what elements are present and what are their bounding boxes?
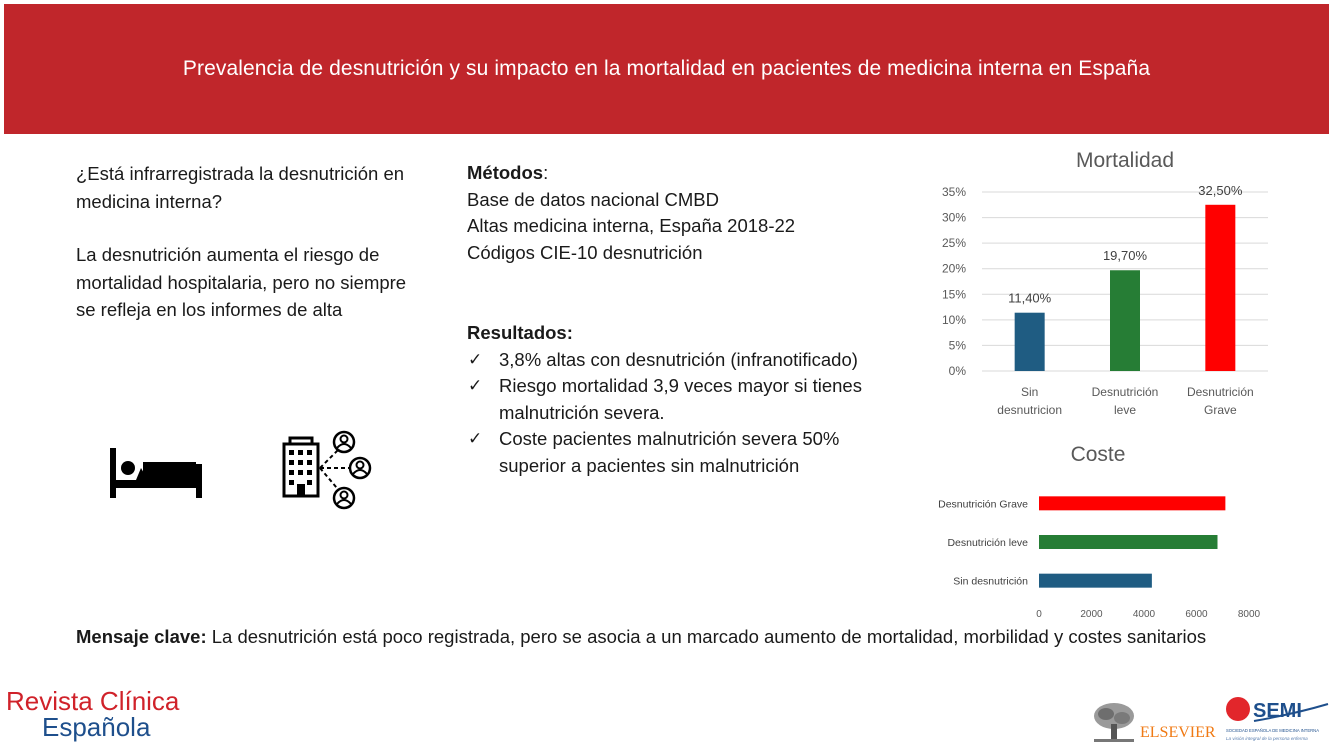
result-item: ✓ Coste pacientes malnutrición severa 50% superior a pacientes sin malnutrición: [468, 428, 840, 476]
publisher-logo: ELSEVIER: [1090, 700, 1216, 744]
y-tick-label: 5%: [948, 338, 966, 353]
tree-icon: [1090, 700, 1138, 744]
bar: [1039, 496, 1225, 510]
x-tick-label: 6000: [1185, 609, 1208, 620]
x-tick-label: 4000: [1132, 609, 1156, 620]
bar: [1039, 535, 1218, 549]
cost-chart: [920, 436, 1280, 626]
svg-text:La visión integral de la perso: La visión integral de la persona enferma: [1226, 736, 1308, 741]
research-question: ¿Está infrarregistrada la desnutrición en medicina interna?: [76, 163, 405, 212]
y-tick-label: Desnutrición leve: [947, 537, 1028, 549]
bar: [1015, 313, 1045, 371]
data-label: 32,50%: [1198, 182, 1243, 198]
x-tick-label: leve: [1113, 403, 1137, 417]
page-title: Prevalencia de desnutrición y su impacto en la mortalidad en pacientes de medicina interna en España: [182, 57, 1151, 80]
hospital-bed-icon: [108, 446, 204, 500]
methods-line: Altas medicina interna, España 2018-22: [467, 215, 796, 236]
x-tick-label: 8000: [1237, 609, 1261, 620]
hospital-building-icon: [280, 430, 376, 512]
y-tick-label: 30%: [941, 210, 966, 225]
results-heading: Resultados:: [467, 322, 573, 343]
y-tick-label: 10%: [941, 312, 966, 327]
chart-title: Mortalidad: [1075, 149, 1175, 172]
check-icon: ✓: [468, 429, 483, 448]
x-tick-label: Grave: [1203, 403, 1237, 417]
x-tick-label: desnutricion: [997, 403, 1063, 417]
x-tick-label: Desnutrición: [1186, 385, 1254, 399]
y-tick-label: 25%: [941, 236, 966, 251]
x-tick-label: 2000: [1080, 609, 1103, 620]
methods-line: Base de datos nacional CMBD: [467, 188, 719, 210]
y-tick-label: 20%: [941, 261, 966, 276]
bar: [1205, 205, 1235, 371]
x-tick-label: Sin: [1020, 385, 1039, 399]
results-list: [467, 347, 887, 480]
svg-text:SOCIEDAD ESPAÑOLA DE MEDICINA: SOCIEDAD ESPAÑOLA DE MEDICINA INTERNA: [1226, 728, 1319, 733]
result-item: ✓ 3,8% altas con desnutrición (infranotificado): [467, 347, 887, 374]
background-statement: La desnutrición aumenta el riesgo de mortalidad hospitalaria, pero no siempre se refleja en los informes de alta: [76, 244, 407, 320]
methods-heading: Métodos:: [467, 162, 549, 183]
y-tick-label: 15%: [941, 287, 966, 302]
check-icon: ✓: [468, 376, 483, 395]
result-item: ✓ Riesgo mortalidad 3,9 veces mayor si tienes malnutrición severa.: [468, 375, 862, 423]
y-tick-label: 0%: [948, 364, 966, 378]
data-label: 11,40%: [1008, 290, 1052, 306]
title-banner: [4, 4, 1329, 134]
methods-results-column: [467, 160, 887, 479]
bar: [1039, 574, 1152, 588]
data-label: 19,70%: [1102, 248, 1148, 264]
bar: [1110, 270, 1140, 371]
x-tick-label: 0: [1036, 609, 1042, 620]
svg-text:SEMI: SEMI: [1253, 700, 1302, 722]
check-icon: ✓: [468, 349, 483, 369]
y-tick-label: Desnutrición Grave: [938, 498, 1028, 511]
mortality-chart: [920, 140, 1280, 430]
methods-line: Códigos CIE-10 desnutrición: [467, 241, 703, 263]
patient-network-icon: [320, 432, 370, 508]
chart-title: Coste: [1070, 443, 1126, 466]
intro-column: [76, 160, 426, 350]
y-tick-label: Sin desnutrición: [953, 575, 1028, 588]
society-logo: [1224, 694, 1330, 750]
x-tick-label: Desnutrición: [1091, 385, 1159, 399]
journal-logo: Revista Clínica Española: [6, 686, 180, 742]
key-message: Mensaje clave: La desnutrición está poco registrada, pero se asocia a un marcado aumento de mortalidad, morbilidad y costes sanitarios: [76, 626, 1207, 647]
y-tick-label: 35%: [941, 185, 966, 199]
